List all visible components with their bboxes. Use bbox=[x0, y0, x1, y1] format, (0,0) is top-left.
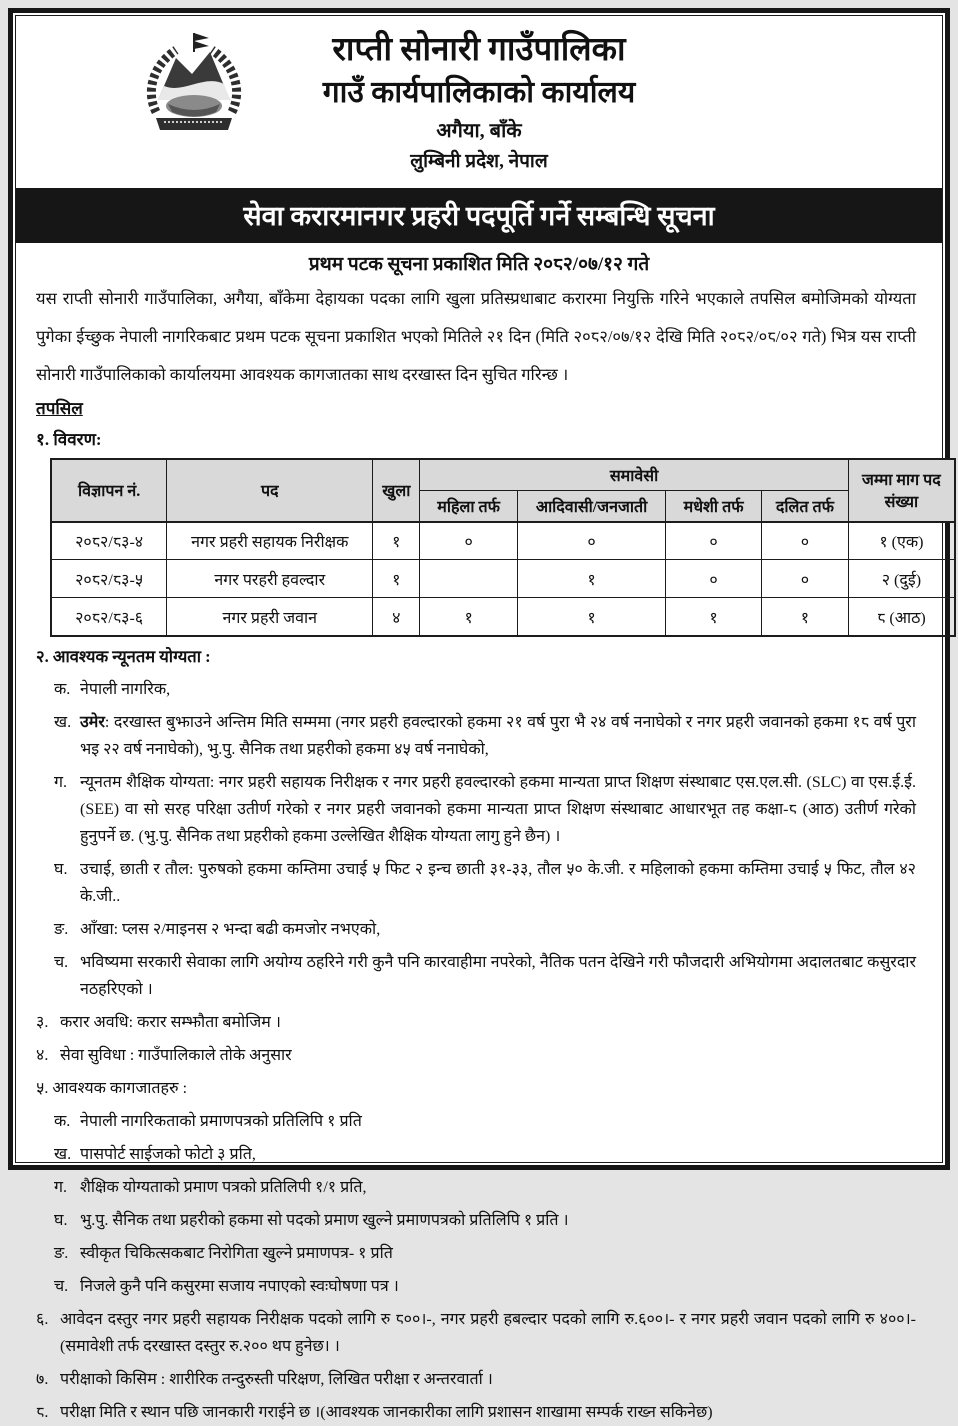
item-number: ७. bbox=[36, 1370, 49, 1388]
intro-paragraph: यस राप्ती सोनारी गाउँपालिका, अगैया, बाँकेमा देहायका पदका लागि खुला प्रतिस्प्रधाबाट करारमा नियुक्ति गरिने भएकाले तपसिल बमोजिमको योग्यता पुगेका ईच्छुक नेपाली नागरिकबाट प्रथम पटक सूचना प्रकाशित भएको मितिले २१ दिन (मिति २०८२/०७/१२ देखि मिति २०८२/०८/०२ गते) भित्र यस राप्ती सोनारी गाउँपालिकाको कार्यालयमा आवश्यक कागजातका साथ दरखास्त दिन सुचित गरिन्छ । bbox=[36, 289, 916, 384]
item-text: शैक्षिक योग्यताको प्रमाण पत्रको प्रतिलिपी १/१ प्रति, bbox=[80, 1178, 367, 1196]
item-number: ३. bbox=[36, 1013, 49, 1031]
cell-dalit: १ bbox=[762, 598, 849, 636]
cell-madhesi: ० bbox=[666, 522, 762, 560]
list-item bbox=[54, 676, 916, 703]
cell-madhesi: १ bbox=[666, 598, 762, 636]
item-label: ग. bbox=[54, 773, 68, 791]
cell-total: ८ (आठ) bbox=[848, 598, 955, 636]
document-body bbox=[16, 280, 942, 1426]
section-heading: ५. आवश्यक कागजातहरु : bbox=[36, 1079, 188, 1097]
municipality-emblem-icon bbox=[134, 30, 254, 138]
item-label: ङ. bbox=[54, 920, 69, 938]
item-text: पासपोर्ट साईजको फोटो ३ प्रति, bbox=[80, 1145, 256, 1163]
col-header-post: पद bbox=[167, 459, 373, 522]
office-name: गाउँ कार्यपालिकाको कार्यालय bbox=[322, 75, 636, 109]
cell-madhesi: ० bbox=[666, 560, 762, 598]
item-text bbox=[80, 709, 916, 763]
address-line: अगैया, बाँके bbox=[436, 119, 522, 142]
item-label: क. bbox=[54, 680, 71, 698]
item-text: न्यूनतम शैक्षिक योग्यता: नगर प्रहरी सहायक निरीक्षक र नगर प्रहरी हवल्दारको हकमा मान्यता प्राप्त शिक्षण संस्थाबाट एस.एल.सी. (SLC) वा एस.ई.ई. (SEE) वा सो सरह परिक्षा उतीर्ण गरेको र नगर प्रहरी जवानको हकमा मान्यता प्राप्त शिक्षण संस्थाबाट आधारभूत तह कक्षा-८ (आठ) उतीर्ण गरेको हुनुपर्ने छ. (भु.पु. सैनिक तथा प्रहरीको हकमा उल्लेखित शैक्षिक योग्यता लागु हुने छैन) । bbox=[80, 773, 916, 845]
list-item bbox=[54, 769, 916, 850]
municipality-name: राप्ती सोनारी गाउँपालिका bbox=[332, 32, 626, 68]
cell-dalit: ० bbox=[762, 522, 849, 560]
list-item bbox=[54, 709, 916, 763]
exam-date-item bbox=[36, 1399, 916, 1426]
cell-dalit: ० bbox=[762, 560, 849, 598]
vacancy-table bbox=[50, 458, 956, 637]
exam-type-item bbox=[36, 1366, 916, 1393]
item-text: नेपाली नागरिक, bbox=[80, 680, 171, 698]
item-text: नेपाली नागरिकताको प्रमाणपत्रको प्रतिलिपि १ प्रति bbox=[80, 1112, 362, 1130]
item-number: ४. bbox=[36, 1046, 49, 1064]
province-line: लुम्बिनी प्रदेश, नेपाल bbox=[410, 150, 548, 172]
col-header-inclusive: समावेसी bbox=[420, 459, 848, 491]
item-label: क. bbox=[54, 1112, 71, 1130]
item-text: स्वीकृत चिकित्सकबाट निरोगिता खुल्ने प्रमाणपत्र- १ प्रति bbox=[80, 1244, 393, 1262]
item-text: आँखा: प्लस २/माइनस २ भन्दा बढी कमजोर नभएको, bbox=[80, 920, 381, 938]
cell-post: नगर प्रहरी सहायक निरीक्षक bbox=[167, 522, 373, 560]
qualifications-section-title bbox=[36, 643, 916, 670]
cell-post: नगर परहरी हवल्दार bbox=[167, 560, 373, 598]
cell-indigenous: १ bbox=[517, 598, 665, 636]
section-heading: २. आवश्यक न्यूनतम योग्यता : bbox=[36, 646, 211, 666]
list-item bbox=[54, 1207, 916, 1234]
cell-indigenous: ० bbox=[517, 522, 665, 560]
cell-total: २ (दुई) bbox=[848, 560, 955, 598]
col-header-female: महिला तर्फ bbox=[420, 490, 518, 522]
item-label: ङ. bbox=[54, 1244, 69, 1262]
col-header-total-line2: संख्या bbox=[884, 494, 919, 512]
item-text: सेवा सुविधा : गाउँपालिकाले तोके अनुसार bbox=[60, 1046, 292, 1064]
item-text-rest: : दरखास्त बुझाउने अन्तिम मिति सम्ममा (नगर प्रहरी हवल्दारको हकमा २१ वर्ष पुरा भै २४ वर्ष ननाघेको र नगर प्रहरी जवानको हकमा १८ वर्ष पुरा भइ २२ वर्ष ननाघेको), भु.पु. सैनिक तथा प्रहरीको हकमा ४५ वर्ष ननाघेको, bbox=[80, 713, 916, 758]
item-text: आवेदन दस्तुर नगर प्रहरी सहायक निरीक्षक पदको लागि रु ८००।-, नगर प्रहरी हबल्दार पदको लागि रु.६००।- र नगर प्रहरी जवान पदको लागि रु ४००।- (समावेशी तर्फ दरखास्त दस्तुर रु.२०० थप हुनेछ। । bbox=[60, 1310, 916, 1355]
item-label: ख. bbox=[54, 1145, 72, 1163]
list-item bbox=[54, 949, 916, 1003]
col-header-dalit: दलित तर्फ bbox=[762, 490, 849, 522]
qualifications-list bbox=[54, 676, 916, 1003]
item-text: उचाई, छाती र तौल: पुरुषको हकमा कम्तिमा उचाई ५ फिट २ इन्च छाती ३१-३३, तौल ५० के.जी. र महिलाको हकमा कम्तिमा उचाई ५ फिट, तौल ४२ के.जी.. bbox=[80, 860, 916, 905]
list-item bbox=[54, 1273, 916, 1300]
item-text: परीक्षा मिति र स्थान पछि जानकारी गराईने छ ।(आवश्यक जानकारीका लागि प्रशासन शाखामा सम्पर्क राख्न सकिनेछ) bbox=[60, 1403, 713, 1421]
list-item bbox=[54, 916, 916, 943]
item-number: ८. bbox=[36, 1403, 49, 1421]
item-text: निजले कुनै पनि कसुरमा सजाय नपाएको स्वःघोषणा पत्र । bbox=[80, 1277, 399, 1295]
cell-open: १ bbox=[373, 560, 420, 598]
cell-female: १ bbox=[420, 598, 518, 636]
notice-document-page bbox=[8, 8, 950, 1421]
cell-ad-no: २०८२/८३-६ bbox=[51, 598, 167, 636]
item-text: करार अवधि: करार सम्झौता बमोजिम । bbox=[60, 1013, 281, 1031]
cell-female bbox=[420, 560, 518, 598]
col-header-total bbox=[848, 459, 955, 522]
item-label: च. bbox=[54, 953, 69, 971]
col-header-total-line1: जम्मा माग पद bbox=[862, 472, 941, 490]
table-row bbox=[51, 560, 955, 598]
item-text: भविष्यमा सरकारी सेवाका लागि अयोग्य ठहरिने गरी कुनै पनि कारवाहीमा नपरेको, नैतिक पतन देखिने गरी फौजदारी अभियोगमा अदालतबाट कसुरदार नठहरिएको । bbox=[80, 953, 916, 998]
item-bold-lead: उमेर bbox=[80, 713, 105, 731]
table-row bbox=[51, 522, 955, 560]
col-header-indigenous: आदिवासी/जनजाती bbox=[517, 490, 665, 522]
cell-ad-no: २०८२/८३-४ bbox=[51, 522, 167, 560]
col-header-open: खुला bbox=[373, 459, 420, 522]
item-label: घ. bbox=[54, 860, 68, 878]
cell-post: नगर प्रहरी जवान bbox=[167, 598, 373, 636]
item-text: परीक्षाको किसिम : शारीरिक तन्दुरुस्ती परिक्षण, लिखित परीक्षा र अन्तरवार्ता । bbox=[60, 1370, 493, 1388]
cell-open: ४ bbox=[373, 598, 420, 636]
notice-title-banner bbox=[16, 188, 942, 243]
publish-date-line: प्रथम पटक सूचना प्रकाशित मिति २०८२/०७/१२ गते bbox=[308, 254, 650, 276]
item-label: घ. bbox=[54, 1211, 68, 1229]
application-fee-item bbox=[36, 1306, 916, 1360]
cell-total: १ (एक) bbox=[848, 522, 955, 560]
cell-open: १ bbox=[373, 522, 420, 560]
table-row bbox=[51, 598, 955, 636]
list-item bbox=[54, 1174, 916, 1201]
documents-section-title bbox=[36, 1075, 916, 1102]
letterhead bbox=[16, 16, 942, 176]
tapasil-heading: तपसिल bbox=[36, 398, 83, 418]
details-section-title: १. विवरण: bbox=[36, 429, 102, 449]
document-inner-frame bbox=[15, 15, 943, 1421]
cell-indigenous: १ bbox=[517, 560, 665, 598]
col-header-madhesi: मधेशी तर्फ bbox=[666, 490, 762, 522]
contract-period-item bbox=[36, 1009, 916, 1036]
col-header-ad-no: विज्ञापन नं. bbox=[51, 459, 167, 522]
vacancy-table-header bbox=[51, 459, 955, 522]
list-item bbox=[54, 1141, 916, 1168]
list-item bbox=[54, 1108, 916, 1135]
service-facility-item bbox=[36, 1042, 916, 1069]
item-text: भु.पु. सैनिक तथा प्रहरीको हकमा सो पदको प्रमाण खुल्ने प्रमाणपत्रको प्रतिलिपि १ प्रति । bbox=[80, 1211, 569, 1229]
list-item bbox=[54, 1240, 916, 1267]
notice-title: सेवा करारमानगर प्रहरी पदपूर्ति गर्ने सम्बन्धि सूचना bbox=[243, 201, 715, 232]
cell-female: ० bbox=[420, 522, 518, 560]
item-label: च. bbox=[54, 1277, 69, 1295]
list-item bbox=[54, 856, 916, 910]
documents-list bbox=[54, 1108, 916, 1300]
item-label: ग. bbox=[54, 1178, 68, 1196]
item-label: ख. bbox=[54, 713, 72, 731]
item-number: ६. bbox=[36, 1310, 49, 1328]
cell-ad-no: २०८२/८३-५ bbox=[51, 560, 167, 598]
